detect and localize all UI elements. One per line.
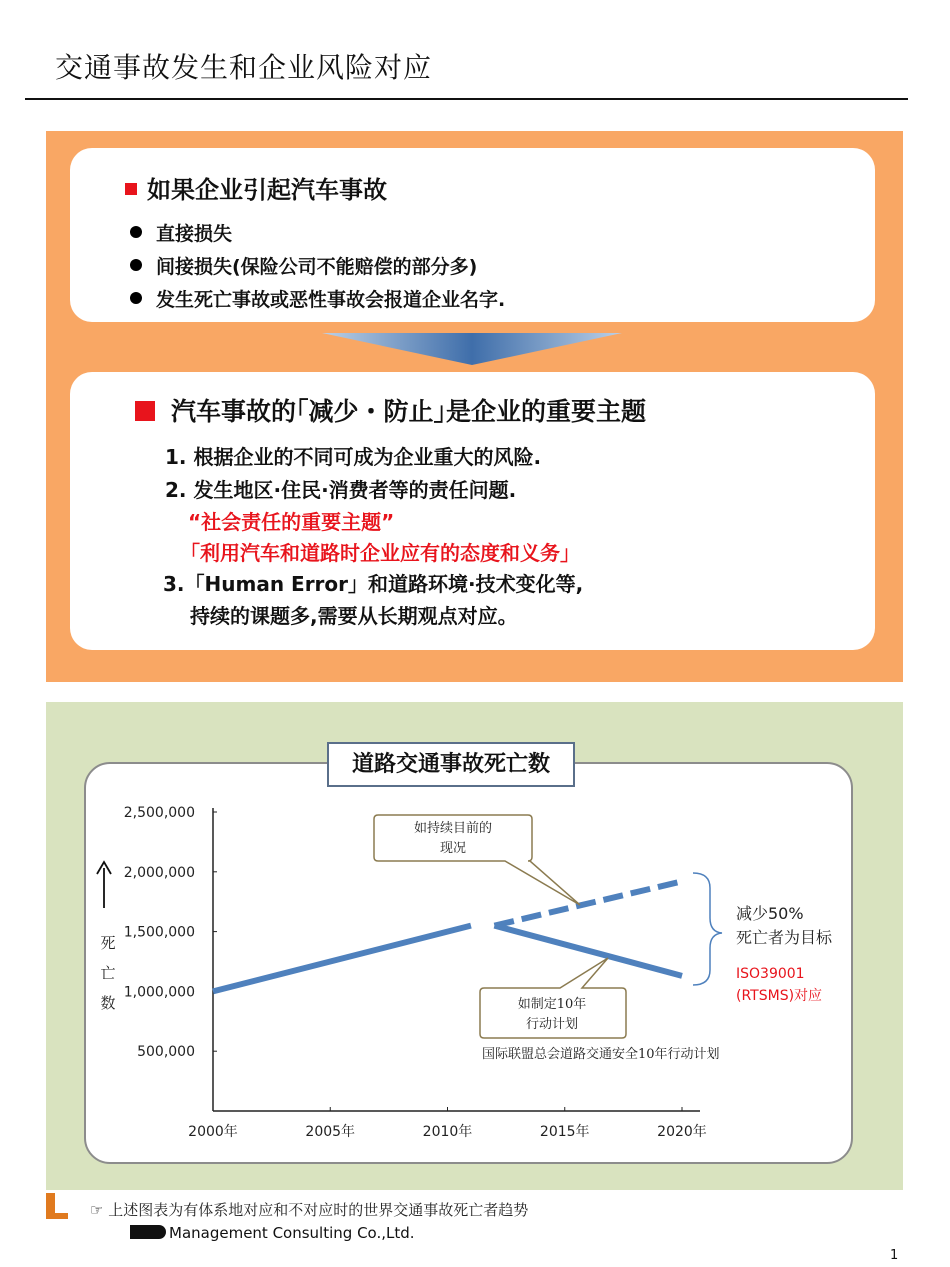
y-axis-label-char: 死 — [100, 934, 116, 952]
callout-plan-text: 如制定10年 — [517, 997, 587, 1012]
bullet-text: 间接损失(保险公司不能赔偿的部分多) — [156, 256, 478, 278]
list-item: 1. 根据企业的不同可成为企业重大的风险. — [165, 445, 542, 469]
chart-series — [213, 881, 682, 991]
company-logo-icon — [130, 1225, 166, 1239]
accident-impact-heading-text: 如果企业引起汽车事故 — [147, 176, 387, 204]
y-tick-label: 2,000,000 — [123, 864, 195, 881]
y-axis-label-char: 亡 — [100, 964, 116, 982]
target-label-text: 死亡者为目标 — [736, 928, 833, 947]
bullet-text: 直接损失 — [156, 223, 233, 245]
callout-plan-text: 行动计划 — [525, 1017, 579, 1032]
y-tick-label: 500,000 — [137, 1044, 195, 1061]
list-item: 2. 发生地区·住民·消费者等的责任问题. — [165, 478, 517, 502]
callout-current-text: 现况 — [439, 841, 467, 856]
x-tick-label: 2010年 — [422, 1124, 473, 1140]
range-brace-icon — [693, 873, 722, 985]
page-number: 1 — [890, 1248, 899, 1263]
chart-title: 道路交通事故死亡数 — [327, 742, 575, 787]
x-tick-label: 2020年 — [657, 1124, 707, 1140]
list-item: 3.「Human Error」和道路环境·技术变化等, — [163, 572, 584, 596]
chart-callouts — [374, 815, 833, 1062]
trend-line — [494, 926, 682, 976]
social-responsibility-text: “社会责任的重要主题” — [188, 510, 395, 534]
iso-label-text: (RTSMS)对应 — [736, 988, 823, 1004]
x-tick-label: 2005年 — [305, 1124, 356, 1140]
y-tick-label: 1,500,000 — [123, 924, 195, 941]
x-tick-label: 2000年 — [188, 1124, 238, 1140]
plan-source-text: 国际联盟总会道路交通安全10年行动计划 — [482, 1047, 720, 1062]
logo-mark-icon — [46, 1193, 68, 1219]
y-axis-label-char: 数 — [100, 994, 116, 1012]
page-title: 交通事故发生和企业风险对应 — [55, 51, 433, 84]
y-tick-label: 2,500,000 — [123, 805, 195, 821]
corporate-duty-text: 「利用汽车和道路时企业应有的态度和义务」 — [180, 541, 580, 565]
trend-line — [213, 926, 471, 992]
company-name-text: Management Consulting Co.,Ltd. — [169, 1224, 415, 1242]
projection-dashed-line — [494, 881, 682, 925]
footer-note — [90, 1199, 528, 1220]
pointing-hand-icon: ☞ — [90, 1201, 104, 1219]
bullet-text: 发生死亡事故或恶性事故会报道企业名字. — [156, 289, 506, 311]
company-name — [130, 1224, 415, 1242]
y-tick-label: 1,000,000 — [123, 984, 195, 1001]
iso-label-text: ISO39001 — [736, 966, 805, 982]
callout-current-text: 如持续目前的 — [413, 821, 493, 836]
footer-note-text: 上述图表为有体系地对应和不对应时的世界交通事故死亡者趋势 — [108, 1201, 529, 1219]
target-label-text: 减少50% — [736, 904, 804, 923]
list-item-continued: 持续的课题多,需要从长期观点对应。 — [190, 604, 518, 628]
x-tick-label: 2015年 — [539, 1124, 590, 1140]
prevention-heading-text: 汽车事故的｢减少・防止｣是企业的重要主题 — [171, 397, 647, 426]
